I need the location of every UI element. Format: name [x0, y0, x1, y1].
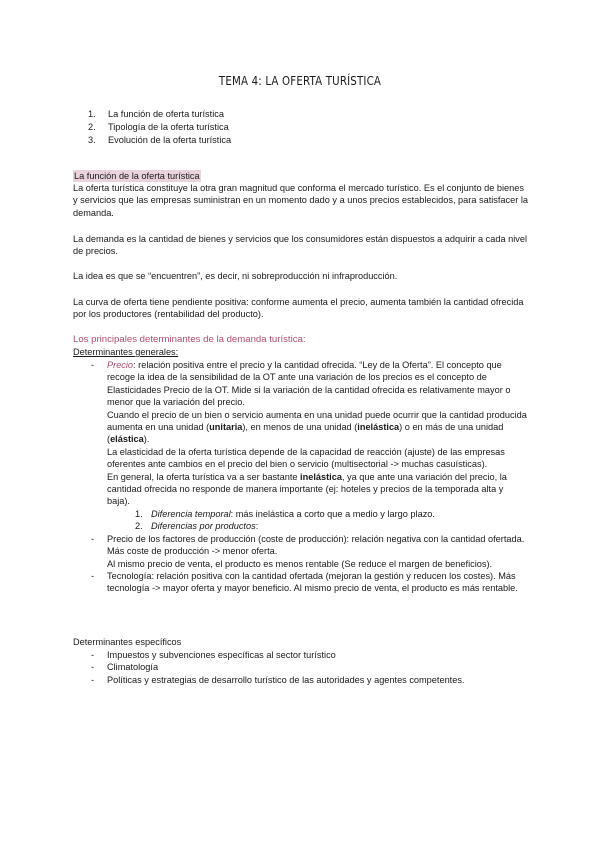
table-of-contents: [88, 108, 231, 147]
section-heading-highlighted: La función de la oferta turística: [74, 171, 200, 181]
specific-determinants-list: [91, 649, 528, 686]
toc-item: 1. La función de oferta turística: [88, 109, 224, 119]
toc-item-label: La función de oferta turística: [108, 109, 224, 119]
toc-item-label: Evolución de la oferta turística: [108, 135, 232, 145]
list-item: 2. Diferencias por productos:: [135, 521, 259, 532]
paragraph-oferta: La oferta turística constituye la otra gran magnitud que conforma el mercado turístico. Es el conjunto de bienes y servicios que las empresas suministran en un momento dado y a unos precios establecidos, para satisfacer la demanda.: [73, 183, 529, 218]
general-determinants-heading: Determinantes generales:: [73, 347, 179, 357]
toc-item: 3. Evolución de la oferta turística: [88, 135, 232, 145]
list-item: - Climatología: [91, 662, 159, 673]
specific-determinants-heading: Determinantes específicos: [73, 637, 182, 647]
page-title: TEMA 4: LA OFERTA TURÍSTICA: [218, 73, 382, 88]
list-item-precio: - Precio: relación positiva entre el precio y la cantidad ofrecida. “Ley de la Oferta”. El concepto que recoge la idea de la sensibilidad de la OT ante una variación de los precios es el concepto de Elasticidades Precio de la OT. Mide si la variación de la cantidad ofrecida es relativamente mayor o menor que la variación del precio. Cuando el precio de un bien o servicio aumenta en una unidad puede ocurrir que la cantidad producida aumenta en una unidad (unitaria), en menos de una unidad (inelástica) o en más de una unidad (elástica). La elasticidad de la oferta turística depende de la capacidad de reacción (ajuste) de las empresas oferentes ante cambios en el precio del bien o servicio (multisectorial -> muchas casuísticas). En general, la oferta turística va a ser bastante inelástica, ya que ante una variación del precio, la cantidad ofrecida no responde de manera importante (ej: hoteles y precios de la temporada alta y baja). 1. Diferencia temporal: más inelástica a corto que a medio y largo plazo. 2. Diferencias por productos:: [91, 360, 527, 532]
paragraph-demanda: La demanda es la cantidad de bienes y servicios que los consumidores están dispuestos a adquirir a cada nivel de precios.: [73, 234, 528, 257]
term-precio: Precio: [107, 360, 134, 370]
toc-item: 2. Tipología de la oferta turística: [88, 122, 229, 132]
list-item-factores: - Precio de los factores de producción (coste de producción): relación negativa con la cantidad ofertada. Más coste de producción -> menor oferta. Al mismo precio de venta, el producto es menos rentable (Se reduce el margen de beneficios).: [91, 533, 525, 569]
paragraph-encuentro: La idea es que se “encuentren”, es decir, ni sobreproducción ni infraproducción.: [73, 271, 398, 281]
precio-sublist: [107, 508, 528, 533]
paragraph-curva: La curva de oferta tiene pendiente positiva: conforme aumenta el precio, aumenta también la cantidad ofrecida por los productores (rentabilidad del producto).: [73, 297, 524, 320]
list-item: - Políticas y estrategias de desarrollo turístico de las autoridades y agentes competentes.: [91, 674, 465, 685]
general-determinants-list: [91, 359, 528, 595]
toc-item-label: Tipología de la oferta turística: [108, 122, 229, 132]
list-item: 1. Diferencia temporal: más inelástica a corto que a medio y largo plazo.: [135, 508, 435, 519]
list-item-tecnologia: - Tecnología: relación positiva con la cantidad ofertada (mejoran la gestión y reducen los costes). Más tecnología -> mayor oferta y mayor beneficio. Al mismo precio de venta, el producto es más rentable.: [91, 570, 518, 594]
determinants-heading: Los principales determinantes de la demanda turística:: [73, 334, 306, 345]
list-item: - Impuestos y subvenciones específicas al sector turístico: [91, 650, 336, 660]
